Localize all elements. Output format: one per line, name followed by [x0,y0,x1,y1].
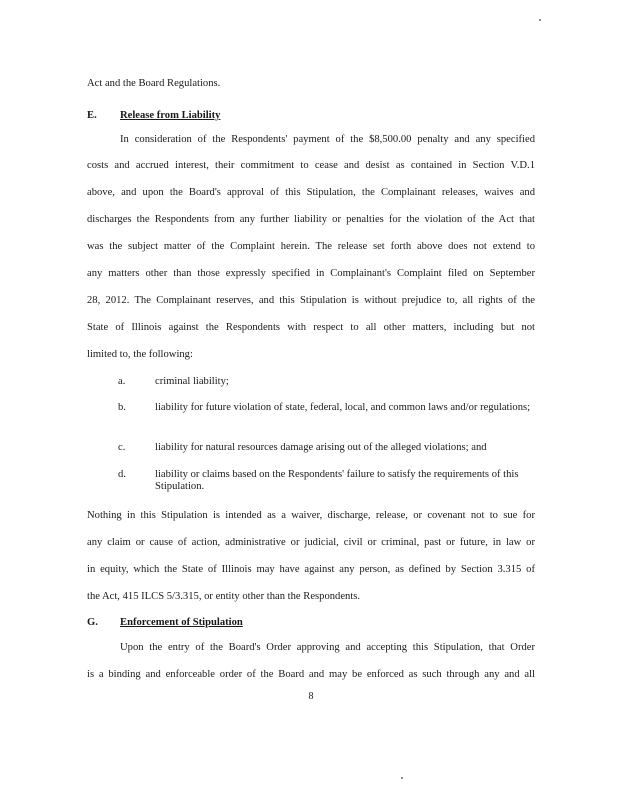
text-line: any claim or cause of action, administrative or judicial, civil or criminal, past or future, in law or [87,537,535,548]
text-line: Nothing in this Stipulation is intended as a waiver, discharge, release, or covenant not to sue for [87,510,535,521]
text-line: in equity, which the State of Illinois may have against any person, as defined by Section 3.315 of [87,564,535,575]
list-item-letter: d. [118,469,126,480]
section-title: Release from Liability [120,110,221,121]
list-item-letter: c. [118,442,126,453]
section-letter: G. [87,617,98,628]
text-line: costs and accrued interest, their commitment to cease and desist as contained in Section V.D.1 [87,160,535,171]
list-item-letter: b. [118,402,126,413]
list-item-text: criminal liability; [155,376,229,387]
text-line: 28, 2012. The Complainant reserves, and this Stipulation is without prejudice to, all rights of the [87,295,535,306]
section-letter: E. [87,110,97,121]
list-item-text: liability for future violation of state, federal, local, and common laws and/or regulations; [155,402,531,413]
text-line: above, and upon the Board's approval of this Stipulation, the Complainant releases, waives and [87,187,535,198]
scan-speck [539,19,541,21]
section-heading-g [87,617,535,629]
text-line: limited to, the following: [87,349,193,360]
text-line: State of Illinois against the Respondents with respect to all other matters, including but not [87,322,535,333]
text-line: In consideration of the Respondents' payment of the $8,500.00 penalty and any specified [120,134,535,145]
section-heading-e [87,110,535,122]
text-line: Upon the entry of the Board's Order approving and accepting this Stipulation, that Order [120,642,535,653]
text-line: the Act, 415 ILCS 5/3.315, or entity other than the Respondents. [87,591,361,602]
text-line: discharges the Respondents from any further liability or penalties for the violation of the Act that [87,214,535,225]
page-number: 8 [308,691,314,702]
list-item-text: liability for natural resources damage arising out of the alleged violations; and [155,442,487,453]
text-line: any matters other than those expressly specified in Complainant's Complaint filed on September [87,268,535,279]
text-line: is a binding and enforceable order of the Board and may be enforced as such through any and all [87,669,535,680]
text-line: Act and the Board Regulations. [87,78,221,89]
scan-speck [401,777,403,779]
section-title: Enforcement of Stipulation [120,617,243,628]
list-item-text: liability or claims based on the Respondents' failure to satisfy the requirements of this Stipulation. [155,469,519,492]
list-item-letter: a. [118,376,126,387]
text-line: was the subject matter of the Complaint herein. The release set forth above does not extend to [87,241,535,252]
